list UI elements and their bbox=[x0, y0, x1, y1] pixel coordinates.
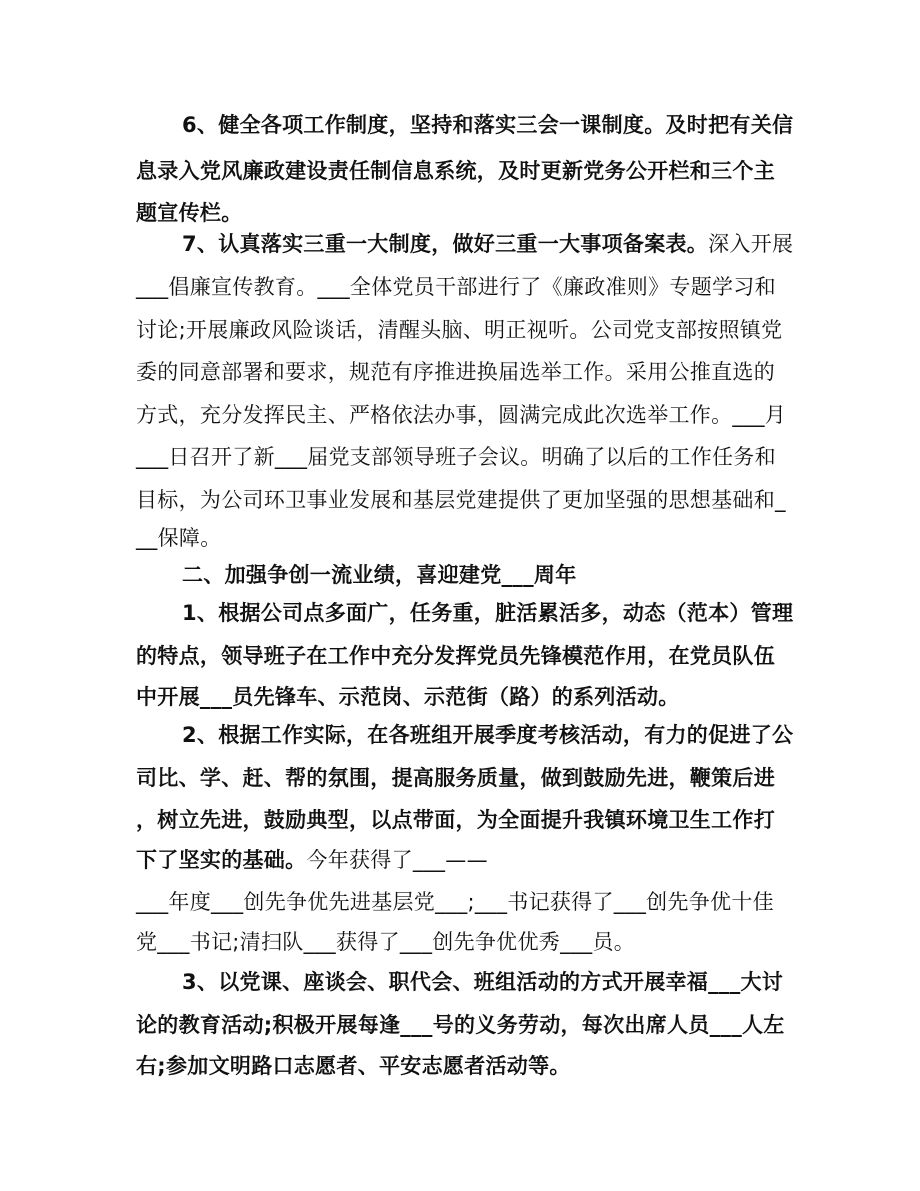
text-run: ，树立先进，鼓励典型，以点带面，为全面提升我镇环境卫生工作打 bbox=[136, 808, 775, 832]
text-line bbox=[182, 598, 793, 628]
text-run: 中开展___员先锋车、示范岗、示范街（路）的系列活动。 bbox=[136, 685, 680, 709]
text-run: 息录入党风廉政建设责任制信息系统，及时更新党务公开栏和三个主 bbox=[136, 159, 775, 183]
text-line bbox=[136, 357, 775, 387]
text-run: 1、根据公司点多面广，任务重，脏活累活多，动态（范本）管理 bbox=[182, 601, 794, 625]
text-run: 党___书记;清扫队___获得了___创先争优优秀___员。 bbox=[136, 930, 636, 954]
text-run: 右;参加文明路口志愿者、平安志愿者活动等。 bbox=[136, 1054, 571, 1078]
text-line bbox=[182, 110, 793, 140]
text-line bbox=[136, 1010, 785, 1040]
text-line bbox=[136, 442, 776, 472]
text-run: 7、认真落实三重一大制度，做好三重一大事项备案表。 bbox=[182, 232, 709, 256]
text-line bbox=[136, 400, 786, 430]
text-line bbox=[136, 156, 775, 186]
text-run: 题宣传栏。 bbox=[136, 201, 243, 225]
text-run: 方式，充分发挥民主、严格依法办事，圆满完成此次选举工作。___月 bbox=[136, 403, 787, 427]
text-line bbox=[136, 485, 786, 515]
text-run: 讨论;开展廉政风险谈话，清醒头脑、明正视听。公司党支部按照镇党 bbox=[136, 318, 783, 342]
text-line bbox=[136, 763, 775, 793]
text-run: 2、根据工作实际，在各班组开展季度考核活动，有力的促进了公 bbox=[182, 723, 794, 747]
text-line bbox=[136, 523, 222, 553]
text-line bbox=[136, 805, 775, 835]
text-line bbox=[182, 967, 783, 997]
text-line bbox=[136, 887, 774, 917]
text-line bbox=[136, 272, 776, 302]
text-run: ___倡廉宣传教育。___全体党员干部进行了《廉政准则》专题学习和 bbox=[136, 275, 776, 299]
text-run: 3、以党课、座谈会、职代会、班组活动的方式开展幸福___大讨 bbox=[182, 970, 784, 994]
text-run: ___日召开了新___届党支部领导班子会议。明确了以后的工作任务和 bbox=[136, 445, 776, 469]
text-line bbox=[136, 198, 243, 228]
text-run: 论的教育活动;积极开展每逢___号的义务劳动，每次出席人员___人左 bbox=[136, 1013, 785, 1037]
text-line bbox=[136, 682, 680, 712]
text-run: 6、健全各项工作制度，坚持和落实三会一课制度。及时把有关信 bbox=[182, 113, 794, 137]
text-line bbox=[136, 1051, 571, 1081]
text-line bbox=[136, 927, 635, 957]
text-line bbox=[136, 845, 488, 875]
text-run: 下了坚实的基础。 bbox=[136, 848, 307, 872]
text-run: 的特点，领导班子在工作中充分发挥党员先锋模范作用，在党员队伍 bbox=[136, 644, 775, 668]
text-line bbox=[136, 641, 775, 671]
text-run: 目标，为公司环卫事业发展和基层党建提供了更加坚强的思想基础和_ bbox=[136, 488, 786, 512]
text-run: ___年度___创先争优先进基层党___;___书记获得了___创先争优十佳 bbox=[136, 890, 774, 914]
text-run: 委的同意部署和要求，规范有序推进换届选举工作。采用公推直选的 bbox=[136, 360, 775, 384]
text-line bbox=[182, 229, 793, 259]
text-run: 二、加强争创一流业绩，喜迎建党___周年 bbox=[182, 563, 577, 587]
text-run: __保障。 bbox=[136, 526, 222, 550]
text-line bbox=[182, 720, 793, 750]
text-run: 司比、学、赶、帮的氛围，提高服务质量，做到鼓励先进，鞭策后进 bbox=[136, 766, 775, 790]
text-run: 今年获得了___—— bbox=[306, 848, 488, 872]
text-line bbox=[136, 315, 782, 345]
text-run: 深入开展 bbox=[708, 232, 794, 256]
section-heading bbox=[182, 560, 577, 590]
